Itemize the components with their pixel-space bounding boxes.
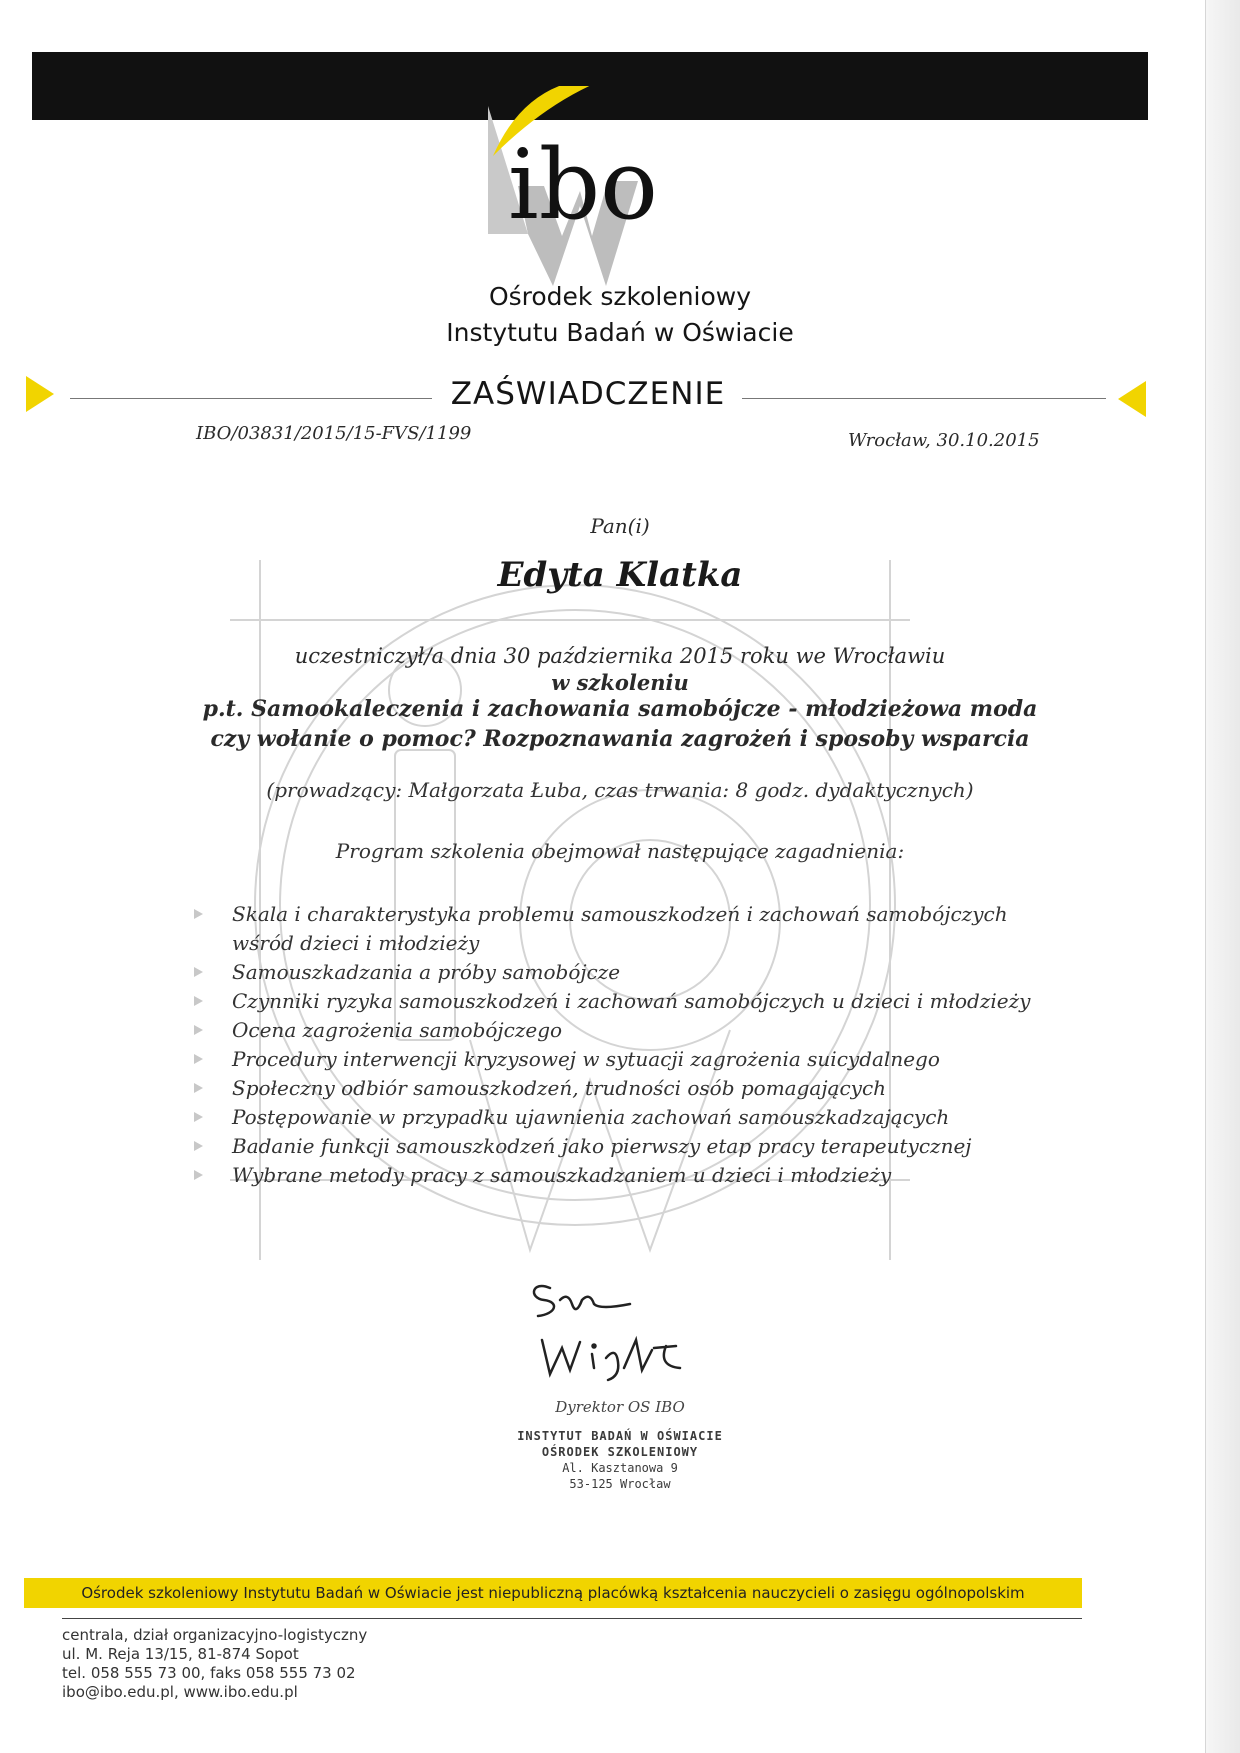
topic-text: Wybrane metody pracy z samouszkadzaniem u dzieci i młodzieży	[232, 1163, 892, 1187]
org-name-line-1: Ośrodek szkoleniowy	[488, 282, 752, 311]
topic-text: Samouszkadzania a próby samobójcze	[232, 960, 621, 984]
salutation: Pan(i)	[590, 514, 650, 538]
contact-block	[62, 1626, 367, 1702]
topic-item	[190, 987, 1050, 1016]
certificate-title: ZAŚWIADCZENIE	[450, 376, 726, 412]
contact-line-1: centrala, dział organizacyjno-logistyczny	[62, 1626, 368, 1644]
recipient-name: Edyta Klatka	[497, 555, 743, 595]
right-arrow-marker-icon	[1118, 381, 1146, 417]
title-rule-left	[70, 398, 432, 399]
bullet-icon	[194, 1170, 203, 1180]
stamp-line-1: INSTYTUT BADAŃ W OŚWIACIE	[517, 1429, 723, 1443]
topic-text: Czynniki ryzyka samouszkodzeń i zachowań samobójczych u dzieci i młodzieży	[232, 989, 1031, 1013]
topic-item	[190, 1016, 1050, 1045]
topic-item	[190, 1161, 1050, 1190]
topic-item	[190, 1103, 1050, 1132]
training-intro: w szkoleniu	[551, 670, 689, 695]
ibo-logo	[488, 86, 728, 286]
stamp-line-4: 53-125 Wrocław	[569, 1477, 671, 1491]
stamp-line-2: OŚRODEK SZKOLENIOWY	[541, 1445, 699, 1459]
attendance-line: uczestniczył/a dnia 30 października 2015 roku we Wrocławiu	[294, 644, 946, 668]
official-stamp	[0, 1428, 1240, 1492]
contact-line-3: tel. 058 555 73 00, faks 058 555 73 02	[62, 1664, 356, 1682]
stamp-line-3: Al. Kasztanowa 9	[562, 1461, 678, 1475]
footer-info-band: Ośrodek szkoleniowy Instytutu Badań w Oświacie jest niepubliczną placówką kształcenia nauczycieli o zasięgu ogólnopolskim	[24, 1578, 1082, 1608]
program-intro: Program szkolenia obejmował następujące zagadnienia:	[335, 839, 905, 863]
topic-text: Postępowanie w przypadku ujawnienia zachowań samouszkadzających	[232, 1105, 950, 1129]
training-title-line-2: czy wołanie o pomoc? Rozpoznawania zagrożeń i sposoby wsparcia	[210, 726, 1030, 752]
topic-item	[190, 958, 1050, 987]
trainer-and-duration: (prowadzący: Małgorzata Łuba, czas trwania: 8 godz. dydaktycznych)	[266, 778, 974, 802]
bullet-icon	[194, 996, 203, 1006]
topic-text: Społeczny odbiór samouszkodzeń, trudności osób pomagających	[232, 1076, 887, 1100]
left-arrow-marker-icon	[26, 376, 54, 412]
topic-text: Ocena zagrożenia samobójczego	[232, 1018, 563, 1042]
topic-item	[190, 1132, 1050, 1161]
contact-line-4: ibo@ibo.edu.pl, www.ibo.edu.pl	[62, 1683, 298, 1701]
topic-text: Skala i charakterystyka problemu samouszkodzeń i zachowań samobójczych wśród dzieci i młodzieży	[232, 902, 1008, 955]
director-title: Dyrektor OS IBO	[555, 1398, 685, 1416]
bullet-icon	[194, 1112, 203, 1122]
org-name-line-2: Instytutu Badań w Oświacie	[446, 318, 794, 347]
topic-item	[190, 900, 1050, 958]
topic-list	[190, 900, 1050, 1190]
bullet-icon	[194, 1141, 203, 1151]
reference-number: IBO/03831/2015/15-FVS/1199	[196, 423, 472, 444]
topic-item	[190, 1045, 1050, 1074]
logo-wordmark: ibo	[508, 129, 658, 241]
title-rule-right	[742, 398, 1106, 399]
bullet-icon	[194, 1025, 203, 1035]
handwritten-signature	[520, 1270, 700, 1390]
bullet-icon	[194, 967, 203, 977]
topic-text: Procedury interwencji kryzysowej w sytuacji zagrożenia suicydalnego	[232, 1047, 940, 1071]
bullet-icon	[194, 909, 203, 919]
bullet-icon	[194, 1054, 203, 1064]
bullet-icon	[194, 1083, 203, 1093]
place-and-date: Wrocław, 30.10.2015	[848, 430, 1040, 451]
training-title-line-1: p.t. Samookaleczenia i zachowania samobójcze - młodzieżowa moda	[202, 696, 1038, 722]
footer-divider	[62, 1618, 1082, 1619]
topic-item	[190, 1074, 1050, 1103]
topic-text: Badanie funkcji samouszkodzeń jako pierwszy etap pracy terapeutycznej	[232, 1134, 972, 1158]
contact-line-2: ul. M. Reja 13/15, 81-874 Sopot	[62, 1645, 299, 1663]
